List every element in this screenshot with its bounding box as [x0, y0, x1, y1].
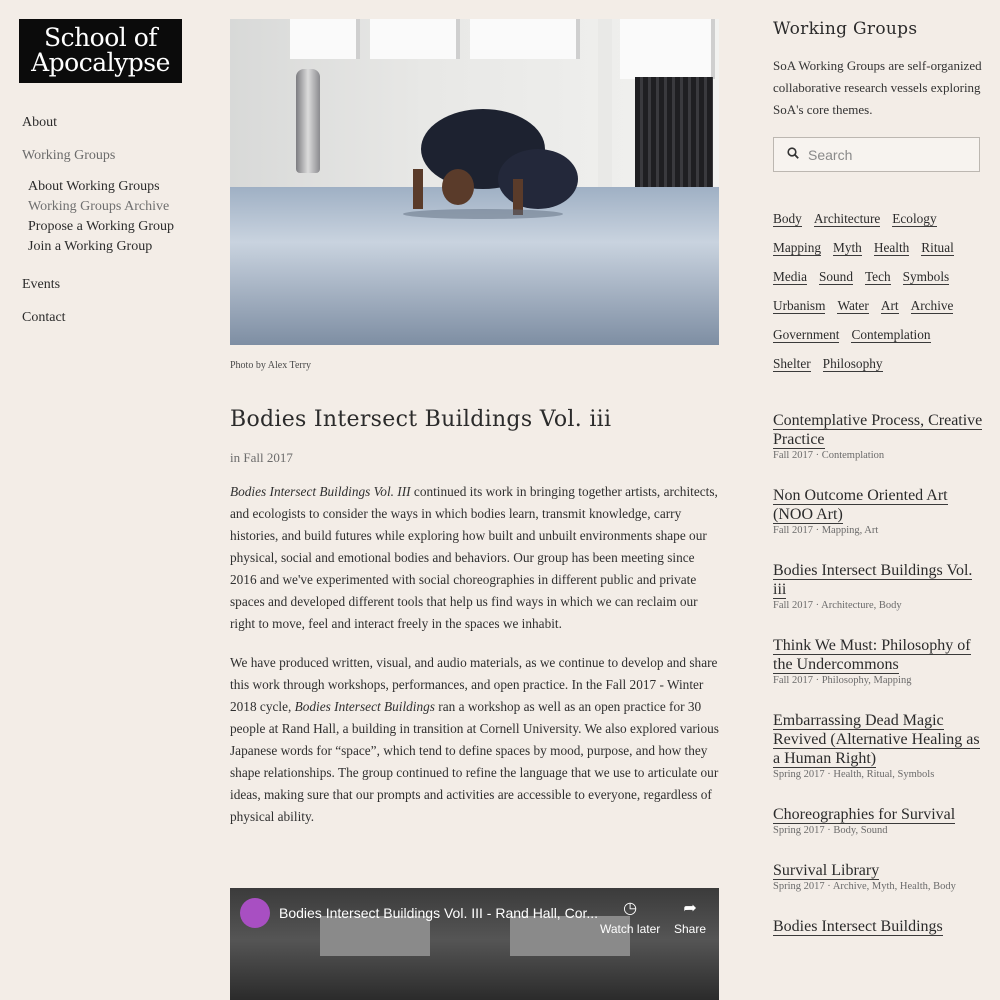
tag-link[interactable]: Government	[773, 327, 840, 342]
post-title-link[interactable]: Non Outcome Oriented Art (NOO Art)	[773, 487, 948, 523]
tag-link[interactable]: Water	[837, 298, 869, 313]
video-title[interactable]: Bodies Intersect Buildings Vol. III - Rand Hall, Cor...	[279, 905, 599, 921]
post-tags: Contemplation	[821, 450, 885, 461]
p1-emphasis: Bodies Intersect Buildings Vol. III	[230, 484, 411, 499]
sidebar-heading: Working Groups	[773, 19, 918, 39]
post-meta	[773, 769, 983, 780]
tag-link[interactable]: Contemplation	[851, 327, 931, 342]
tag-link[interactable]: Symbols	[902, 269, 950, 284]
post-separator: ·	[827, 825, 831, 836]
post-separator: ·	[815, 525, 820, 536]
fire-extinguisher-icon	[296, 69, 320, 173]
share-button[interactable]	[674, 898, 706, 936]
season-link[interactable]: Fall 2017	[243, 450, 293, 465]
photo-window	[370, 19, 460, 59]
post-season: Spring 2017	[773, 769, 825, 780]
post-title-link[interactable]: Choreographies for Survival	[773, 806, 956, 823]
photo-window	[290, 19, 360, 59]
p1-text: continued its work in bringing together artists, architects, and ecologists to consider the ways in which bodies learn, transmit knowledge, carry histories, and build futures while exploring how built and unbuilt environments shape our physical, social and emotional bodies and behaviors. Our group has been meeting since 2016 and we've experimented with social choreographies in different public and private spaces and developed different tools that help us find ways in which we can reclaim our right to move, feel and interact freely in the spaces we inhabit.	[230, 484, 718, 631]
main-nav	[22, 113, 202, 341]
list-item	[773, 917, 983, 936]
post-season: Fall 2017	[773, 525, 813, 536]
list-item	[773, 805, 983, 836]
photo-radiator	[635, 77, 713, 187]
post-separator: ·	[815, 600, 820, 611]
search-icon	[787, 147, 799, 159]
post-tags: Body, Sound	[833, 825, 888, 836]
tag-link[interactable]: Urbanism	[773, 298, 826, 313]
search-box	[773, 137, 980, 172]
header-photo	[230, 19, 719, 345]
right-sidebar	[773, 19, 983, 961]
post-meta	[773, 881, 983, 892]
nav-about-working-groups[interactable]: About Working Groups	[28, 179, 160, 194]
tag-link[interactable]: Health	[873, 240, 910, 255]
photo-column	[598, 19, 612, 189]
tag-link[interactable]: Myth	[833, 240, 862, 255]
post-season: Fall 2017	[773, 450, 813, 461]
body-paragraph-1	[230, 481, 719, 635]
nav-join-working-group[interactable]: Join a Working Group	[28, 239, 153, 254]
crouching-person-figure	[388, 79, 578, 219]
channel-avatar[interactable]	[240, 898, 270, 928]
post-tags: Mapping, Art	[821, 525, 879, 536]
tag-link[interactable]: Media	[773, 269, 807, 284]
watch-later-button[interactable]	[600, 898, 660, 936]
post-meta	[773, 525, 983, 536]
tag-link[interactable]: Tech	[864, 269, 891, 284]
tag-link[interactable]: Philosophy	[822, 356, 883, 371]
post-tags: Archive, Myth, Health, Body	[832, 881, 956, 892]
tag-link[interactable]: Ritual	[921, 240, 954, 255]
post-meta	[773, 600, 983, 611]
tag-link[interactable]: Body	[773, 211, 802, 226]
video-embed[interactable]	[230, 888, 719, 1000]
nav-propose-working-group[interactable]: Propose a Working Group	[28, 219, 174, 234]
post-season: Fall 2017	[773, 600, 813, 611]
tag-link[interactable]: Ecology	[892, 211, 937, 226]
meta-prefix: in	[230, 450, 241, 465]
nav-working-groups[interactable]: Working Groups	[22, 148, 116, 163]
post-separator: ·	[815, 450, 820, 461]
watch-later-label: Watch later	[600, 922, 661, 936]
post-separator: ·	[827, 881, 831, 892]
search-input[interactable]	[808, 143, 968, 167]
tag-link[interactable]: Sound	[818, 269, 853, 284]
photo-window	[620, 19, 715, 79]
post-title-link[interactable]: Bodies Intersect Buildings	[773, 918, 943, 935]
list-item	[773, 411, 983, 461]
post-season: Spring 2017	[773, 881, 825, 892]
tag-link[interactable]: Art	[880, 298, 899, 313]
post-season: Spring 2017	[773, 825, 825, 836]
list-item	[773, 636, 983, 686]
nav-subitems	[22, 177, 202, 257]
related-posts	[773, 411, 983, 936]
post-title-link[interactable]: Bodies Intersect Buildings Vol. iii	[773, 562, 973, 598]
post-meta	[773, 450, 983, 461]
tag-link[interactable]: Mapping	[773, 240, 822, 255]
clock-icon: ◷	[623, 900, 638, 917]
list-item	[773, 486, 983, 536]
body-paragraph-2	[230, 652, 719, 828]
list-item	[773, 711, 983, 780]
post-tags: Philosophy, Mapping	[821, 675, 912, 686]
tag-link[interactable]: Archive	[910, 298, 954, 313]
post-season: Fall 2017	[773, 675, 813, 686]
site-logo[interactable]	[19, 19, 182, 83]
post-tags: Architecture, Body	[821, 600, 902, 611]
tag-link[interactable]: Architecture	[813, 211, 881, 226]
tag-link[interactable]: Shelter	[773, 356, 811, 371]
logo-line-2: Apocalypse	[31, 48, 170, 77]
p2-text-b: ran a workshop as well as an open practice for 30 people at Rand Hall, a building in transition at Cornell University. We also explored various Japanese words for “space”, which tend to define spaces by mood, purpose, and how they shape relationships. The group continued to refine the language that we use to articulate our ideas, making sure that our prompts and activities are accessible to everyone, regardless of physical ability.	[230, 699, 719, 824]
post-tags: Health, Ritual, Symbols	[833, 769, 935, 780]
post-title-link[interactable]: Embarrassing Dead Magic Revived (Alternative Healing as a Human Right)	[773, 712, 980, 767]
logo-line-1: School of	[43, 23, 158, 52]
post-meta	[773, 675, 983, 686]
post-title-link[interactable]: Survival Library	[773, 862, 880, 879]
share-icon: ➦	[683, 900, 697, 917]
post-separator: ·	[815, 675, 820, 686]
main-content	[230, 19, 719, 936]
photo-caption: Photo by Alex Terry	[230, 360, 312, 371]
nav-about[interactable]: About	[22, 115, 57, 130]
nav-working-groups-archive[interactable]: Working Groups Archive	[28, 199, 170, 214]
nav-contact[interactable]: Contact	[22, 310, 66, 325]
sidebar-description: SoA Working Groups are self-organized collaborative research vessels exploring SoA's core themes.	[773, 58, 982, 117]
post-meta	[773, 825, 983, 836]
post-meta	[230, 450, 719, 466]
p2-emphasis: Bodies Intersect Buildings	[294, 699, 435, 714]
list-item	[773, 561, 983, 611]
page-title: Bodies Intersect Buildings Vol. iii	[230, 407, 612, 432]
nav-events[interactable]: Events	[22, 277, 61, 292]
tag-cloud	[773, 207, 983, 381]
post-title-link[interactable]: Think We Must: Philosophy of the Undercommons	[773, 637, 971, 673]
post-title-link[interactable]: Contemplative Process, Creative Practice	[773, 412, 983, 448]
list-item	[773, 861, 983, 892]
share-label: Share	[674, 922, 707, 936]
video-window	[320, 916, 430, 956]
photo-window	[470, 19, 580, 59]
p2-text-a: We have produced written, visual, and audio materials, as we continue to develop and share this work through workshops, performances, and open practice. In the Fall 2017 - Winter 2018 cycle,	[230, 655, 718, 714]
post-separator: ·	[827, 769, 831, 780]
